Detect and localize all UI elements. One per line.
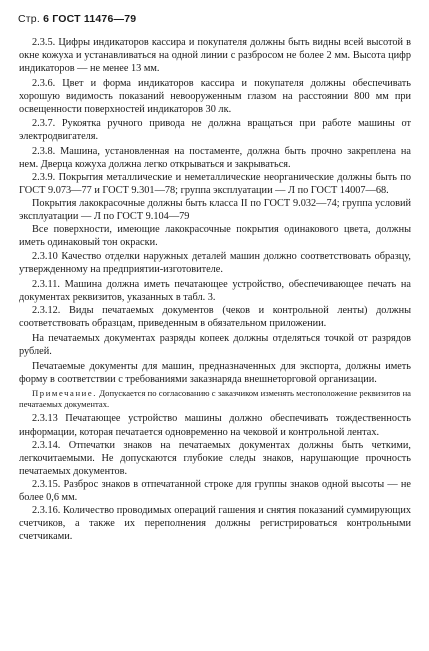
- page-number: 6: [43, 13, 50, 25]
- paragraph: Покрытия лакокрасочные должны быть класса II по ГОСТ 9.032—74; группа условий эксплуатации — Л по ГОСТ 9.104—79: [19, 198, 411, 223]
- paragraph: 2.3.8. Машина, установленная на постаменте, должна быть прочно закреплена на нем. Дверца кожуха должна легко открываться и закрываться.: [19, 145, 411, 170]
- note: [19, 388, 411, 410]
- paragraph: 2.3.15. Разброс знаков в отпечатанной строке для группы знаков одной высоты — не более 0,6 мм.: [19, 478, 411, 503]
- paragraph: На печатаемых документах разряды копеек должны отделяться точкой от разрядов рублей.: [19, 333, 411, 358]
- paragraph: 2.3.13 Печатающее устройство машины должно обеспечивать тождественность информации, которая печатается одновременно на чековой и контрольной лентах.: [19, 413, 411, 438]
- paragraph: Все поверхности, имеющие лакокрасочные покрытия одинакового цвета, должны иметь одинаковый тон окраски.: [19, 224, 411, 249]
- standard-number: ГОСТ 11476—79: [52, 13, 137, 25]
- paragraph: 2.3.6. Цвет и форма индикаторов кассира и покупателя должны обеспечивать хорошую видимость показаний невооруженным глазом на расстоянии 800 мм при освещенности поверхностей индикаторов 30 лк.: [19, 78, 411, 116]
- paragraph: 2.3.11. Машина должна иметь печатающее устройство, обеспечивающее печать на документах реквизитов, указанных в табл. 3.: [19, 278, 411, 303]
- paragraph: 2.3.9. Покрытия металлические и неметаллические неорганические должны быть по ГОСТ 9.073—77 и ГОСТ 9.301—78; группа эксплуатации — Л по ГОСТ 14007—68.: [19, 171, 411, 197]
- paragraph: 2.3.12. Виды печатаемых документов (чеков и контрольной ленты) должны соответствовать образцам, приведенным в обязательном приложении.: [19, 304, 411, 329]
- document-body: [19, 36, 411, 543]
- paragraph: Печатаемые документы для машин, предназначенных для экспорта, должны иметь форму в соответствии с требованиями заказнаряда внешнеторговой организации.: [19, 361, 411, 386]
- note-lead: Примечание.: [32, 388, 98, 399]
- paragraph: 2.3.16. Количество проводимых операций гашения и снятия показаний суммирующих счетчиков, а также их переполнения должны регистрироваться контрольными счетчиками.: [19, 505, 411, 543]
- page-label: Стр.: [18, 13, 40, 25]
- note-text: Допускается по согласованию с заказчиком изменять местоположение реквизитов на печатаемых документах.: [19, 388, 411, 410]
- paragraph: 2.3.5. Цифры индикаторов кассира и покупателя должны быть видны всей высотой в окне кожуха и устанавливаться на одной линии с разбросом не более 2 мм. Высота цифр индикаторов — не менее 13 мм.: [19, 37, 411, 75]
- page-header: [18, 13, 136, 25]
- paragraph: 2.3.14. Отпечатки знаков на печатаемых документах должны быть четкими, легкочитаемыми. Не допускаются глубокие следы знаков, нарушающие прочность печатаемых документов.: [19, 439, 411, 477]
- paragraph: 2.3.7. Рукоятка ручного привода не должна вращаться при работе машины от электродвигателя.: [19, 117, 411, 142]
- paragraph: 2.3.10 Качество отделки наружных деталей машин должно соответствовать образцу, утвержденному на предприятии-изготовителе.: [19, 250, 411, 275]
